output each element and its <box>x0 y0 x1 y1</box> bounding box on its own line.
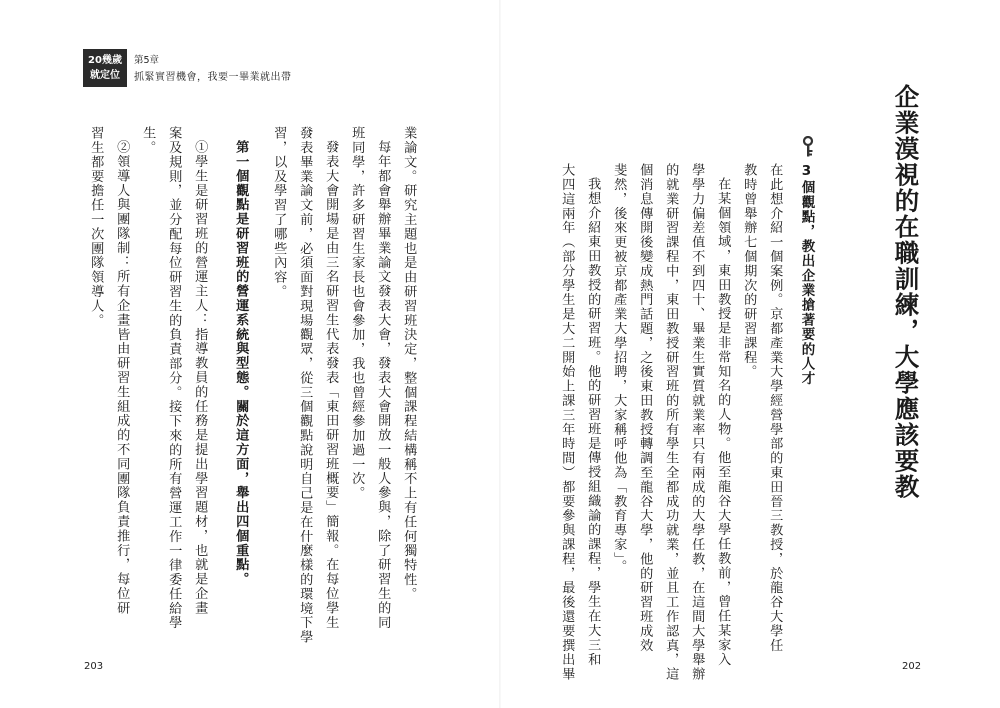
right-line-6: 個消息傳開後變成熱門話題，之後東田教授轉調至龍谷大學，他的研習班成效 <box>637 163 653 653</box>
left-line-2: 每年都會舉辦畢業論文發表大會，發表大會開放一般人參與，除了研習生的同 <box>375 140 391 630</box>
page-number-left: 203 <box>84 661 104 672</box>
chapter-number: 第5章 <box>134 55 160 66</box>
page-number-right: 202 <box>902 661 922 672</box>
left-line-item1: ①學生是研習班的營運主人：指導教員的任務是提出學習題材，也就是企畫 <box>192 140 208 616</box>
right-line-3: 在某個領域，東田教授是非常知名的人物。他至龍谷大學任教前，曾任某家入 <box>715 177 731 667</box>
series-badge <box>83 49 127 87</box>
right-line-5: 的就業研習課程中，東田教授研習班的所有學生全都成功就業，並且工作認真，這 <box>663 163 679 682</box>
left-line-item1-cont: 案及規則，並分配每位研習生的負責部分。接下來的所有營運工作一律委任給學 <box>166 126 182 630</box>
badge-line-1: 20幾歲 <box>88 55 122 66</box>
left-line-3: 班同學，許多研習生家長也會參加，我也曾經參加過一次。 <box>349 126 365 501</box>
left-line-6: 習，以及學習了哪些內容。 <box>271 126 287 299</box>
right-line-2: 教時曾舉辦七個期次的研習課程。 <box>741 163 757 379</box>
right-line-8: 我想介紹東田教授的研習班。他的研習班是傳授組織論的課程，學生在大三和 <box>585 177 601 667</box>
badge-line-2: 就定位 <box>90 70 120 81</box>
subheading: 3個觀點，教出企業搶著要的人才 <box>798 163 815 386</box>
left-line-item2: ②領導人與團隊制：所有企畫皆由研習生組成的不同團隊負責推行，每位研 <box>114 140 130 616</box>
right-line-1: 在此想介紹一個案例。京都產業大學經營學部的東田晉三教授，於龍谷大學任 <box>767 163 783 653</box>
section-title: 企業漠視的在職訓練，大學應該要教 <box>891 84 921 500</box>
gutter <box>499 0 501 708</box>
key-icon <box>800 136 816 158</box>
left-line-item2-cont: 習生都要擔任一次團隊領導人。 <box>88 126 104 328</box>
right-line-9: 大四這兩年（部分學生是大二開始上課三年時間）都要參與課程，最後還要撰出畢 <box>559 163 575 682</box>
chapter-title: 抓緊實習機會，我要一畢業就出帶 <box>134 72 292 83</box>
point-heading: 第一個觀點是研習班的營運系統與型態。關於這方面，舉出四個重點。 <box>233 140 249 587</box>
right-line-7: 斐然，後來更被京都產業大學招聘，大家稱呼他為「教育專家」。 <box>611 163 627 574</box>
left-line-5: 發表畢業論文前，必須面對現場觀眾，從三個觀點說明自己是在什麼樣的環境下學 <box>297 126 313 645</box>
left-line-4: 發表大會開場是由三名研習生代表發表「東田研習班概要」簡報。在每位學生 <box>323 140 339 630</box>
left-line-1: 業論文。研究主題也是由研習班決定，整個課程結構稱不上有任何獨特性。 <box>401 126 417 602</box>
left-line-item1-end: 生。 <box>140 126 156 155</box>
right-line-4: 學學力偏差值不到四十、畢業生實質就業率只有兩成的大學任教，在這間大學舉辦 <box>689 163 705 682</box>
